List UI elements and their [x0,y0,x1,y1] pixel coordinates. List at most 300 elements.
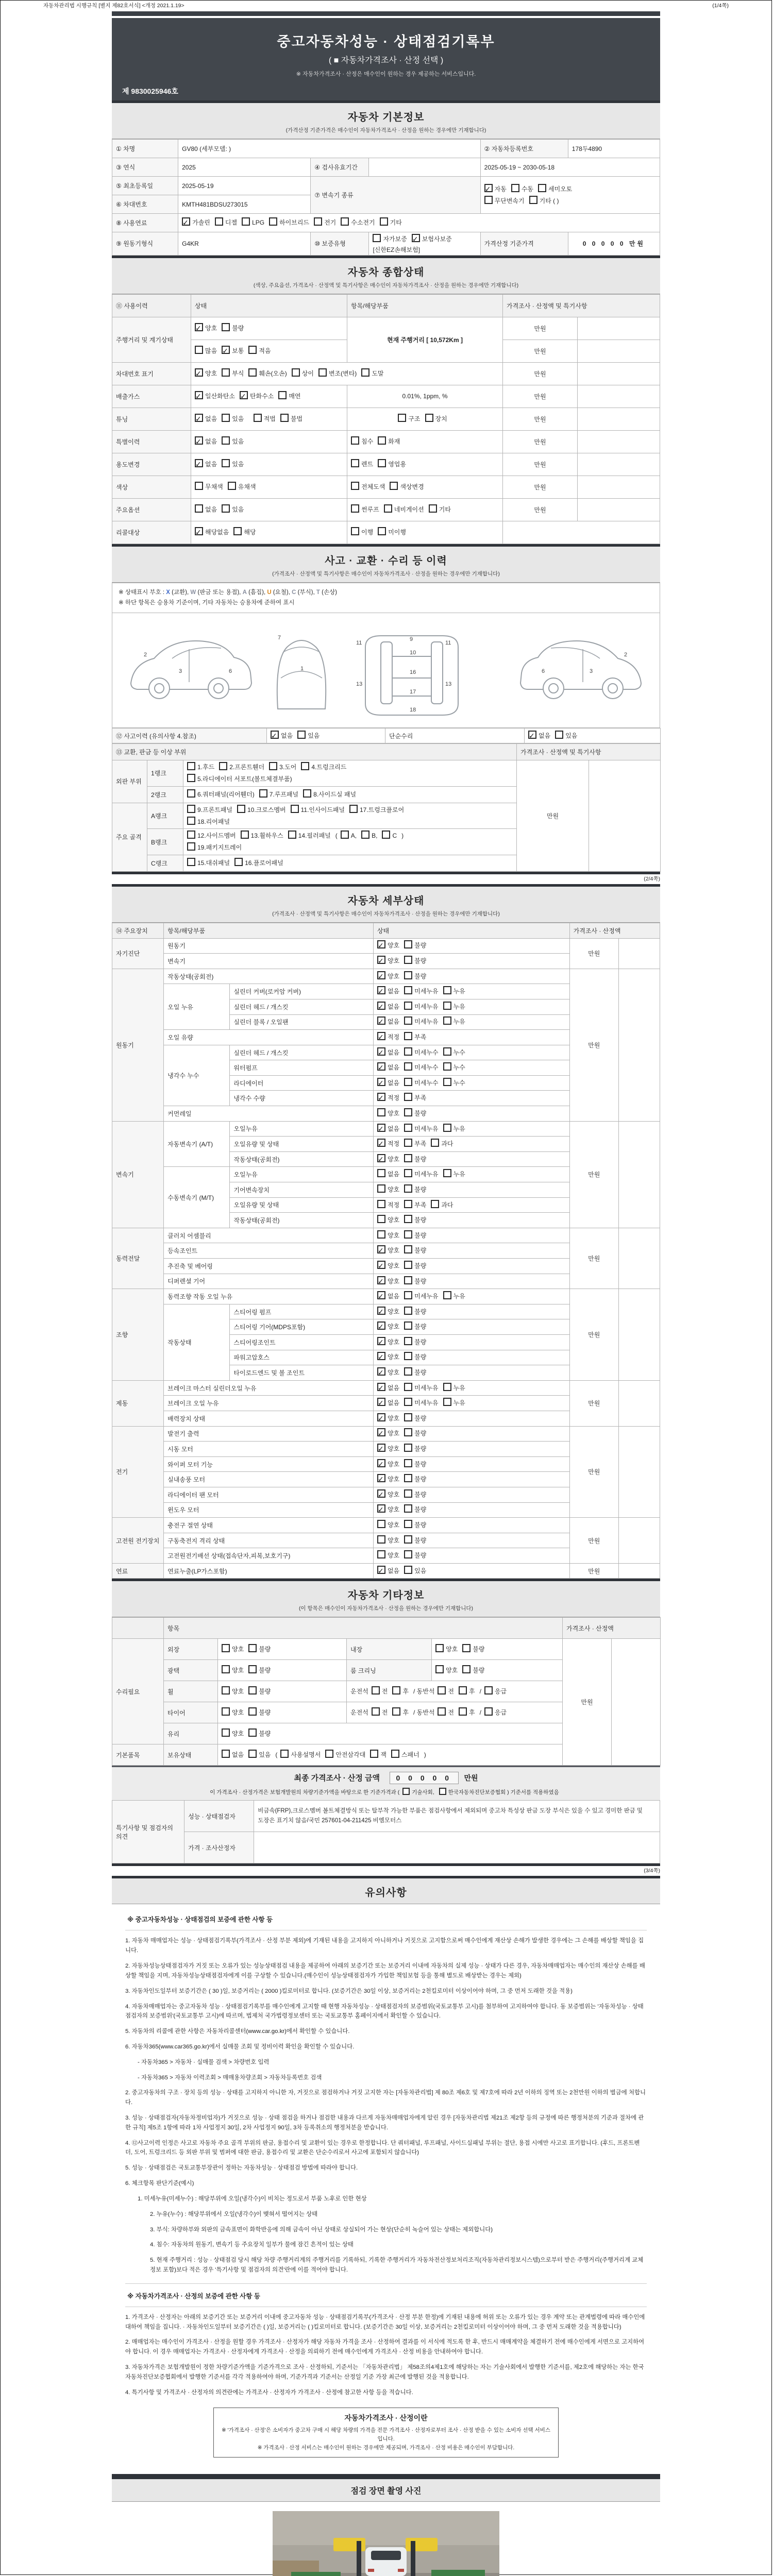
checkbox-icon[interactable] [443,1047,451,1056]
checkbox-option[interactable] [222,504,244,516]
checkbox-option[interactable] [297,730,320,742]
checkbox-option[interactable] [384,504,424,516]
checkbox-icon[interactable] [182,217,190,226]
checkbox-option[interactable] [228,481,256,493]
checkbox-icon[interactable] [233,527,242,535]
checkbox-option[interactable] [404,955,426,967]
checkbox-option[interactable] [378,459,406,470]
checkbox-option[interactable] [438,1707,454,1719]
checkbox-option[interactable] [341,830,357,842]
checkbox-icon[interactable] [404,1108,412,1116]
checkbox-icon[interactable] [435,1644,444,1652]
checkbox-option[interactable] [288,830,331,842]
checkbox-option[interactable] [431,1199,453,1211]
checkbox-option[interactable] [187,789,255,801]
checkbox-option[interactable] [271,730,293,742]
checkbox-icon[interactable] [404,1444,412,1452]
checkbox-option[interactable] [443,1077,465,1089]
checkbox-icon[interactable] [538,184,546,192]
checkbox-icon[interactable] [404,1535,412,1544]
checkbox-icon[interactable] [377,1520,385,1528]
checkbox-option[interactable] [402,1789,433,1795]
checkbox-option[interactable] [377,1077,399,1089]
checkbox-option[interactable] [435,1643,458,1655]
checkbox-option[interactable] [404,1550,426,1562]
checkbox-option[interactable] [187,816,230,828]
checkbox-icon[interactable] [222,1665,230,1673]
checkbox-option[interactable] [377,1184,399,1196]
checkbox-icon[interactable] [351,482,359,490]
checkbox-icon[interactable] [404,1383,412,1391]
checkbox-icon[interactable] [195,414,203,422]
checkbox-icon[interactable] [404,940,412,948]
checkbox-icon[interactable] [222,1750,230,1758]
checkbox-option[interactable] [222,459,244,470]
checkbox-icon[interactable] [377,956,385,964]
checkbox-icon[interactable] [404,1489,412,1498]
checkbox-icon[interactable] [377,1108,385,1116]
checkbox-icon[interactable] [377,1489,385,1498]
checkbox-icon[interactable] [351,436,359,445]
checkbox-option[interactable] [377,1397,399,1409]
checkbox-icon[interactable] [443,986,451,994]
checkbox-icon[interactable] [392,1686,400,1694]
checkbox-icon[interactable] [404,1184,412,1193]
checkbox-icon[interactable] [412,234,420,242]
checkbox-icon[interactable] [431,1139,439,1147]
checkbox-icon[interactable] [341,831,349,839]
checkbox-option[interactable] [404,1291,438,1302]
checkbox-option[interactable] [404,1092,426,1104]
checkbox-icon[interactable] [301,762,309,770]
checkbox-option[interactable] [435,1665,458,1676]
checkbox-icon[interactable] [439,1788,446,1795]
checkbox-option[interactable] [351,459,373,470]
checkbox-option[interactable] [377,1306,399,1318]
checkbox-icon[interactable] [377,1245,385,1253]
checkbox-icon[interactable] [377,1276,385,1284]
checkbox-icon[interactable] [248,1707,257,1716]
checkbox-option[interactable] [314,217,336,229]
checkbox-icon[interactable] [187,805,195,813]
checkbox-icon[interactable] [404,1413,412,1421]
checkbox-icon[interactable] [404,1245,412,1253]
checkbox-icon[interactable] [443,1002,451,1010]
checkbox-icon[interactable] [377,940,385,948]
checkbox-option[interactable] [443,986,465,997]
checkbox-icon[interactable] [377,1291,385,1299]
checkbox-icon[interactable] [377,986,385,994]
checkbox-option[interactable] [351,481,385,493]
checkbox-option[interactable] [484,195,525,207]
checkbox-option[interactable] [303,789,356,801]
checkbox-option[interactable] [390,481,424,493]
checkbox-option[interactable] [404,1443,426,1455]
checkbox-option[interactable] [404,1245,426,1257]
checkbox-option[interactable] [242,217,264,229]
checkbox-option[interactable] [404,1047,438,1059]
checkbox-option[interactable] [404,1519,426,1531]
checkbox-option[interactable] [248,1707,271,1719]
checkbox-option[interactable] [392,1707,409,1719]
checkbox-option[interactable] [404,1123,438,1135]
checkbox-icon[interactable] [404,1047,412,1056]
checkbox-icon[interactable] [248,368,257,377]
checkbox-option[interactable] [278,391,300,402]
checkbox-option[interactable] [511,183,533,195]
checkbox-icon[interactable] [484,1686,493,1694]
checkbox-option[interactable] [373,233,407,245]
checkbox-icon[interactable] [404,1078,412,1086]
checkbox-icon[interactable] [187,774,195,782]
checkbox-option[interactable] [377,1168,399,1180]
checkbox-icon[interactable] [195,346,203,354]
checkbox-icon[interactable] [349,805,358,813]
checkbox-option[interactable] [234,857,283,869]
checkbox-icon[interactable] [443,1124,451,1132]
checkbox-icon[interactable] [443,1291,451,1299]
checkbox-option[interactable] [439,1789,506,1795]
checkbox-icon[interactable] [377,1459,385,1467]
checkbox-icon[interactable] [459,1707,467,1716]
checkbox-option[interactable] [372,1686,388,1698]
checkbox-option[interactable] [222,1686,244,1698]
checkbox-option[interactable] [382,830,397,842]
checkbox-icon[interactable] [248,1728,257,1737]
checkbox-option[interactable] [349,804,404,816]
checkbox-option[interactable] [377,1351,399,1363]
checkbox-option[interactable] [280,1749,321,1761]
checkbox-option[interactable] [377,1291,399,1302]
checkbox-icon[interactable] [259,789,267,798]
checkbox-option[interactable] [404,1001,438,1013]
checkbox-icon[interactable] [404,1062,412,1071]
checkbox-icon[interactable] [297,731,306,739]
checkbox-icon[interactable] [222,323,230,331]
checkbox-option[interactable] [528,730,550,742]
checkbox-icon[interactable] [528,731,536,739]
checkbox-option[interactable] [404,1154,426,1165]
checkbox-option[interactable] [404,1367,426,1379]
checkbox-option[interactable] [529,195,559,207]
checkbox-icon[interactable] [222,1644,230,1652]
checkbox-icon[interactable] [187,789,195,798]
checkbox-option[interactable] [459,1707,475,1719]
checkbox-option[interactable] [555,730,577,742]
checkbox-option[interactable] [377,1473,399,1485]
checkbox-option[interactable] [443,1123,465,1135]
checkbox-option[interactable] [377,1382,399,1394]
checkbox-icon[interactable] [377,1337,385,1345]
checkbox-icon[interactable] [404,1124,412,1132]
checkbox-option[interactable] [377,1154,399,1165]
checkbox-option[interactable] [248,345,271,357]
checkbox-icon[interactable] [377,1139,385,1147]
checkbox-icon[interactable] [278,391,287,399]
checkbox-icon[interactable] [187,762,195,770]
checkbox-icon[interactable] [195,459,203,467]
checkbox-icon[interactable] [391,1750,399,1758]
checkbox-icon[interactable] [443,1169,451,1177]
checkbox-icon[interactable] [195,527,203,535]
checkbox-option[interactable] [377,1092,399,1104]
checkbox-option[interactable] [187,773,292,785]
checkbox-option[interactable] [377,1565,399,1577]
checkbox-option[interactable] [377,986,399,997]
checkbox-icon[interactable] [404,1367,412,1376]
checkbox-option[interactable] [404,1108,426,1120]
checkbox-option[interactable] [377,1016,399,1028]
checkbox-icon[interactable] [248,346,257,354]
checkbox-icon[interactable] [404,1169,412,1177]
checkbox-icon[interactable] [377,1261,385,1269]
checkbox-icon[interactable] [228,482,236,490]
checkbox-option[interactable] [404,1184,426,1196]
checkbox-option[interactable] [380,217,402,229]
checkbox-icon[interactable] [377,1535,385,1544]
checkbox-option[interactable] [484,1686,507,1698]
checkbox-option[interactable] [377,1459,399,1470]
checkbox-icon[interactable] [377,1383,385,1391]
checkbox-icon[interactable] [404,1520,412,1528]
checkbox-icon[interactable] [404,1016,412,1025]
checkbox-icon[interactable] [351,459,359,467]
checkbox-option[interactable] [404,986,438,997]
checkbox-icon[interactable] [248,1644,257,1652]
checkbox-icon[interactable] [237,805,245,813]
checkbox-option[interactable] [378,436,400,448]
checkbox-icon[interactable] [378,527,386,535]
checkbox-option[interactable] [377,1276,399,1287]
checkbox-option[interactable] [292,368,314,380]
checkbox-icon[interactable] [378,459,386,467]
checkbox-option[interactable] [404,1077,438,1089]
checkbox-option[interactable] [443,1062,465,1074]
checkbox-icon[interactable] [438,1707,446,1716]
checkbox-icon[interactable] [404,1398,412,1406]
checkbox-icon[interactable] [404,1459,412,1467]
checkbox-option[interactable] [377,1504,399,1516]
checkbox-option[interactable] [222,1707,244,1719]
checkbox-option[interactable] [377,1123,399,1135]
checkbox-icon[interactable] [377,1428,385,1436]
checkbox-icon[interactable] [404,1230,412,1239]
checkbox-option[interactable] [425,413,447,425]
checkbox-icon[interactable] [187,858,195,866]
checkbox-option[interactable] [377,1443,399,1455]
checkbox-icon[interactable] [404,1093,412,1101]
checkbox-icon[interactable] [404,1474,412,1482]
checkbox-icon[interactable] [555,731,563,739]
checkbox-icon[interactable] [404,1291,412,1299]
checkbox-icon[interactable] [377,1062,385,1071]
checkbox-option[interactable] [222,323,244,334]
checkbox-icon[interactable] [404,1032,412,1040]
checkbox-icon[interactable] [303,789,311,798]
checkbox-icon[interactable] [219,762,227,770]
checkbox-icon[interactable] [254,414,262,422]
checkbox-option[interactable] [443,1016,465,1028]
checkbox-icon[interactable] [222,436,230,445]
checkbox-option[interactable] [377,1367,399,1379]
checkbox-option[interactable] [195,459,217,470]
checkbox-icon[interactable] [351,527,359,535]
checkbox-option[interactable] [398,413,420,425]
checkbox-icon[interactable] [377,1078,385,1086]
checkbox-icon[interactable] [377,1230,385,1239]
checkbox-option[interactable] [291,804,345,816]
checkbox-option[interactable] [372,1707,388,1719]
checkbox-option[interactable] [404,1413,426,1425]
checkbox-option[interactable] [404,1260,426,1272]
checkbox-icon[interactable] [404,1276,412,1284]
checkbox-option[interactable] [538,183,572,195]
checkbox-option[interactable] [195,345,217,357]
checkbox-option[interactable] [404,1138,426,1150]
checkbox-icon[interactable] [377,1550,385,1558]
checkbox-option[interactable] [361,830,377,842]
checkbox-icon[interactable] [484,1707,493,1716]
checkbox-icon[interactable] [435,1665,444,1673]
checkbox-icon[interactable] [404,1307,412,1315]
checkbox-icon[interactable] [318,368,327,377]
checkbox-icon[interactable] [404,1504,412,1513]
checkbox-option[interactable] [484,183,507,195]
checkbox-icon[interactable] [404,1321,412,1330]
checkbox-option[interactable] [219,761,264,773]
checkbox-icon[interactable] [215,217,223,226]
checkbox-icon[interactable] [377,1566,385,1574]
checkbox-icon[interactable] [404,1261,412,1269]
checkbox-icon[interactable] [248,1750,257,1758]
checkbox-option[interactable] [351,527,373,538]
checkbox-icon[interactable] [291,805,299,813]
checkbox-option[interactable] [195,504,217,516]
checkbox-icon[interactable] [404,971,412,979]
checkbox-option[interactable] [404,1504,426,1516]
checkbox-option[interactable] [404,1230,426,1242]
checkbox-icon[interactable] [404,1550,412,1558]
checkbox-option[interactable] [404,1565,426,1577]
checkbox-option[interactable] [195,436,217,448]
checkbox-icon[interactable] [377,1016,385,1025]
checkbox-option[interactable] [404,940,426,952]
checkbox-option[interactable] [187,804,232,816]
checkbox-option[interactable] [187,857,230,869]
checkbox-icon[interactable] [222,1707,230,1716]
checkbox-option[interactable] [404,1168,438,1180]
checkbox-option[interactable] [404,1336,426,1348]
checkbox-option[interactable] [377,1489,399,1501]
checkbox-icon[interactable] [404,1002,412,1010]
checkbox-icon[interactable] [377,1184,385,1193]
checkbox-option[interactable] [429,504,451,516]
checkbox-icon[interactable] [222,459,230,467]
checkbox-icon[interactable] [377,1124,385,1132]
checkbox-option[interactable] [391,1749,419,1761]
checkbox-option[interactable] [187,842,242,854]
checkbox-option[interactable] [301,761,346,773]
checkbox-option[interactable] [377,1214,399,1226]
checkbox-icon[interactable] [378,436,386,445]
checkbox-option[interactable] [377,971,399,982]
checkbox-icon[interactable] [370,1750,378,1758]
checkbox-icon[interactable] [187,842,195,851]
checkbox-option[interactable] [351,436,373,448]
checkbox-option[interactable] [404,1489,426,1501]
checkbox-option[interactable] [443,1291,465,1302]
checkbox-option[interactable] [443,1168,465,1180]
checkbox-icon[interactable] [438,1686,446,1694]
checkbox-icon[interactable] [384,504,392,513]
checkbox-icon[interactable] [325,1750,333,1758]
checkbox-icon[interactable] [377,1321,385,1330]
checkbox-option[interactable] [377,1138,399,1150]
checkbox-option[interactable] [377,1336,399,1348]
checkbox-icon[interactable] [269,762,277,770]
checkbox-option[interactable] [233,527,256,538]
checkbox-icon[interactable] [443,1016,451,1025]
checkbox-icon[interactable] [234,858,243,866]
checkbox-option[interactable] [377,1321,399,1333]
checkbox-icon[interactable] [187,831,195,839]
checkbox-icon[interactable] [398,414,406,422]
checkbox-icon[interactable] [484,184,493,192]
checkbox-icon[interactable] [443,1383,451,1391]
checkbox-icon[interactable] [377,1002,385,1010]
checkbox-icon[interactable] [425,414,433,422]
checkbox-icon[interactable] [222,368,230,377]
checkbox-option[interactable] [222,1728,244,1740]
checkbox-option[interactable] [325,1749,365,1761]
checkbox-option[interactable] [404,1306,426,1318]
checkbox-icon[interactable] [361,368,369,377]
checkbox-icon[interactable] [404,1352,412,1360]
checkbox-option[interactable] [462,1643,484,1655]
checkbox-option[interactable] [195,413,217,425]
checkbox-icon[interactable] [392,1707,400,1716]
checkbox-option[interactable] [318,368,357,380]
checkbox-option[interactable] [187,830,236,842]
checkbox-option[interactable] [195,323,217,334]
checkbox-icon[interactable] [288,831,296,839]
checkbox-icon[interactable] [431,1200,439,1208]
checkbox-option[interactable] [431,1138,453,1150]
checkbox-option[interactable] [248,1749,271,1761]
checkbox-icon[interactable] [390,482,398,490]
checkbox-icon[interactable] [402,1788,410,1795]
checkbox-option[interactable] [248,1728,271,1740]
checkbox-option[interactable] [443,1047,465,1059]
checkbox-icon[interactable] [269,217,277,226]
checkbox-option[interactable] [443,1397,465,1409]
checkbox-option[interactable] [377,1199,399,1211]
checkbox-icon[interactable] [361,831,369,839]
checkbox-option[interactable] [378,527,406,538]
checkbox-option[interactable] [377,1062,399,1074]
checkbox-icon[interactable] [377,1352,385,1360]
checkbox-icon[interactable] [377,1047,385,1056]
checkbox-option[interactable] [248,1686,271,1698]
checkbox-icon[interactable] [292,368,300,377]
checkbox-option[interactable] [215,217,237,229]
checkbox-option[interactable] [404,1321,426,1333]
checkbox-icon[interactable] [280,414,289,422]
checkbox-option[interactable] [377,1550,399,1562]
checkbox-icon[interactable] [404,986,412,994]
checkbox-icon[interactable] [222,504,230,513]
checkbox-icon[interactable] [404,1154,412,1162]
